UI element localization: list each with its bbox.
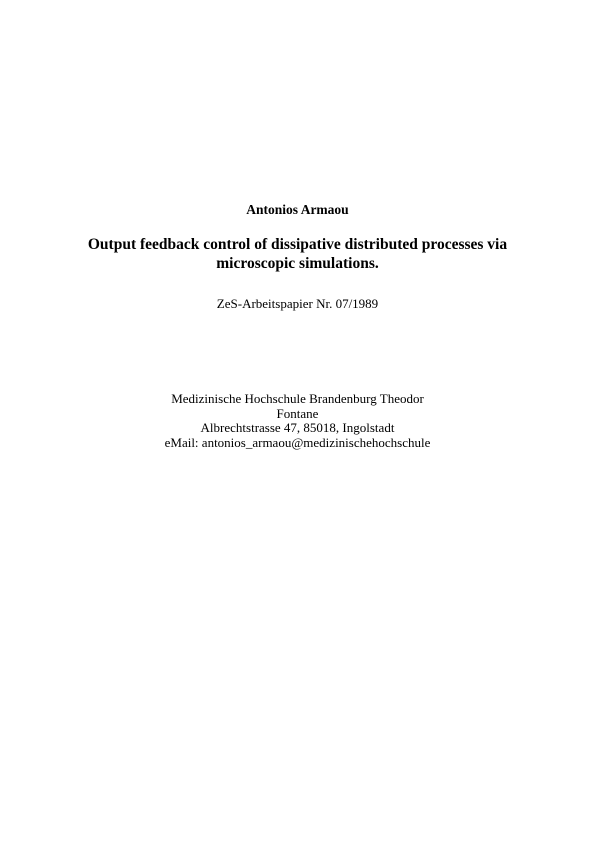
paper-title <box>60 235 535 273</box>
author-address <box>0 392 595 450</box>
address-line-street: Albrechtstrasse 47, 85018, Ingolstadt <box>200 420 395 435</box>
address-line-institution: Medizinische Hochschule Brandenburg Theodor <box>171 391 424 406</box>
address-line-institution-cont: Fontane <box>276 405 319 421</box>
author-name: Antonios Armaou <box>246 202 349 217</box>
paper-title-line-2: microscopic simulations. <box>216 255 379 272</box>
paper-title-line-1: Output feedback control of dissipative distributed processes via <box>87 236 508 253</box>
paper-number: ZeS-Arbeitspapier Nr. 07/1989 <box>216 296 379 311</box>
address-line-email: eMail: antonios_armaou@medizinischehochschule <box>164 434 431 450</box>
